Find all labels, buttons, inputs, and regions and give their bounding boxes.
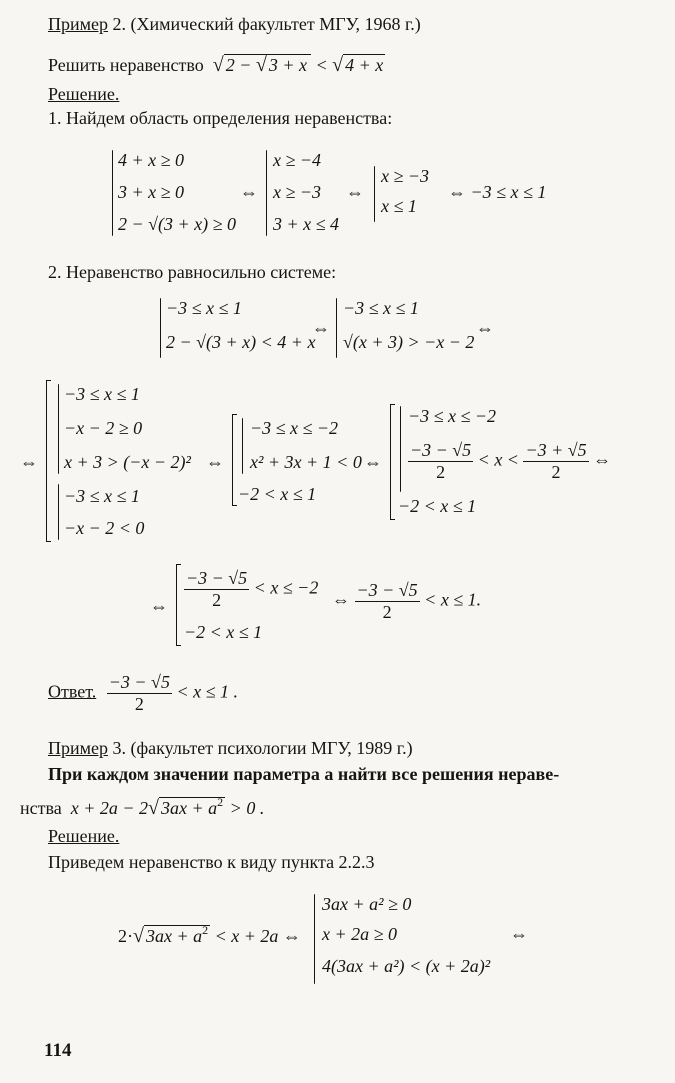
- fraction-denominator: 2: [436, 461, 446, 482]
- task-prefix: нства: [20, 798, 62, 818]
- brace: [58, 484, 59, 540]
- final-relation-3: < x ≤ 1.: [424, 589, 482, 610]
- equiv-arrow: ⇔: [364, 452, 382, 472]
- example-source: 3. (факультет психологии МГУ, 1989 г.): [108, 738, 413, 758]
- sys5-line-2: √(x + 3) > −x − 2: [343, 332, 475, 352]
- brace: [112, 150, 113, 236]
- example-3-task-line-1: При каждом значении параметра a найти все решения нераве-: [48, 764, 560, 784]
- example-3-task-line-2: [20, 796, 264, 820]
- sys4-line-1: −3 ≤ x ≤ 1: [166, 298, 242, 318]
- fraction-numerator: −3 + √5: [525, 440, 587, 460]
- fraction-denominator: 2: [551, 461, 561, 482]
- bracket: [390, 404, 395, 520]
- example-2-title: [48, 14, 421, 35]
- answer: [48, 672, 238, 714]
- big-b-line-2: −x − 2 < 0: [64, 518, 145, 538]
- sys1-line-1: 4 + x ≥ 0: [118, 150, 185, 170]
- big-a-line-3: x + 3 > (−x − 2)²: [64, 452, 191, 472]
- right-line-1: −3 ≤ x ≤ −2: [408, 406, 497, 426]
- mid-line-2: x² + 3x + 1 < 0: [250, 452, 362, 472]
- right-fraction-inequality: $\frac{-3 - √5}{2}$ < x < $\frac{-3 + √5}{2}$ ⇔: [410, 440, 612, 482]
- step-2: 2. Неравенство равносильно системе:: [48, 262, 337, 282]
- fraction-denominator: 2: [382, 601, 392, 622]
- brace: [400, 406, 401, 492]
- reduce-statement: Приведем неравенство к виду пункта 2.2.3: [48, 852, 375, 872]
- sys3-line-1: x ≥ −3: [381, 166, 430, 186]
- example-3-sys-line-2: x + 2a ≥ 0: [322, 924, 398, 944]
- task-text: Решить неравенство: [48, 55, 204, 75]
- final-relation-1: < x ≤ −2: [253, 577, 319, 598]
- answer-relation: < x ≤ 1 .: [176, 681, 238, 702]
- fraction-numerator: −3 − √5: [410, 440, 472, 460]
- brace: [58, 384, 59, 474]
- bracket: [232, 414, 237, 506]
- example-label: Пример: [48, 14, 109, 34]
- final-line-2: −2 < x ≤ 1: [184, 622, 263, 642]
- sys1-line-2: 3 + x ≥ 0: [118, 182, 185, 202]
- mid-line-3: −2 < x ≤ 1: [238, 484, 317, 504]
- task-statement: [48, 54, 385, 77]
- equiv-arrow: ⇔: [476, 318, 494, 338]
- equiv-arrow: ⇔: [510, 924, 528, 944]
- fraction-numerator: −3 − √5: [186, 568, 248, 588]
- sys2-line-3: 3 + x ≤ 4: [273, 214, 340, 234]
- fraction-denominator: 2: [212, 589, 222, 610]
- solution-heading: Решение.: [48, 84, 120, 104]
- mid-line-1: −3 ≤ x ≤ −2: [250, 418, 339, 438]
- page-number: 114: [44, 1040, 72, 1061]
- sys4-line-2: 2 − √(3 + x) < 4 + x: [166, 332, 316, 352]
- sys3-line-2: x ≤ 1: [381, 196, 417, 216]
- equiv-arrow: ⇔: [150, 596, 168, 616]
- sys2-line-1: x ≥ −4: [273, 150, 322, 170]
- task-inequality: √ 2 − √ 3 + x < √ 4 + x: [212, 54, 384, 76]
- equiv-arrow: ⇔: [206, 452, 224, 472]
- brace: [242, 418, 243, 474]
- example-3-title: [48, 738, 413, 759]
- example-label: Пример: [48, 738, 109, 758]
- bracket: [176, 564, 181, 646]
- final-line-1: [184, 568, 318, 610]
- brace: [266, 150, 267, 236]
- task-inequality: x + 2a − 2√ $3ax + a^2 > 0$ .: [66, 795, 265, 819]
- fraction-numerator: −3 − √5: [356, 580, 418, 600]
- domain-result: ⇔ −3 ≤ x ≤ 1: [448, 182, 547, 202]
- brace: [314, 894, 315, 984]
- brace: [336, 298, 337, 358]
- equiv-arrow: ⇔: [346, 182, 364, 202]
- bracket: [46, 380, 51, 542]
- example-source: 2. (Химический факультет МГУ, 1968 г.): [108, 14, 421, 34]
- big-a-line-1: −3 ≤ x ≤ 1: [64, 384, 140, 404]
- example-3-sys-line-3: 4(3ax + a²) < (x + 2a)²: [322, 956, 491, 976]
- example-3-sys-line-1: 3ax + a² ≥ 0: [322, 894, 412, 914]
- solution-heading: Решение.: [48, 826, 120, 846]
- step-1: 1. Найдем область определения неравенства:: [48, 108, 393, 128]
- sys1-line-3: 2 − √(3 + x) ≥ 0: [118, 214, 237, 234]
- fraction-numerator: −3 − √5: [108, 672, 170, 692]
- brace: [374, 166, 375, 222]
- fraction-denominator: 2: [134, 693, 144, 714]
- equiv-arrow: ⇔: [20, 452, 38, 472]
- equiv-arrow: ⇔: [240, 182, 258, 202]
- big-b-line-1: −3 ≤ x ≤ 1: [64, 486, 140, 506]
- brace: [160, 298, 161, 358]
- final-result: ⇔ $\frac{-3 - √5}{2}$ < x ≤ 1.: [332, 580, 482, 622]
- equiv-arrow: ⇔: [312, 318, 330, 338]
- big-a-line-2: −x − 2 ≥ 0: [64, 418, 143, 438]
- answer-label: Ответ.: [48, 681, 97, 702]
- right-line-3: −2 < x ≤ 1: [398, 496, 477, 516]
- sys5-line-1: −3 ≤ x ≤ 1: [343, 298, 419, 318]
- sys2-line-2: x ≥ −3: [273, 182, 322, 202]
- example-3-lhs: 2·√ $3ax + a^2 < x + 2a$ ⇔: [118, 923, 301, 947]
